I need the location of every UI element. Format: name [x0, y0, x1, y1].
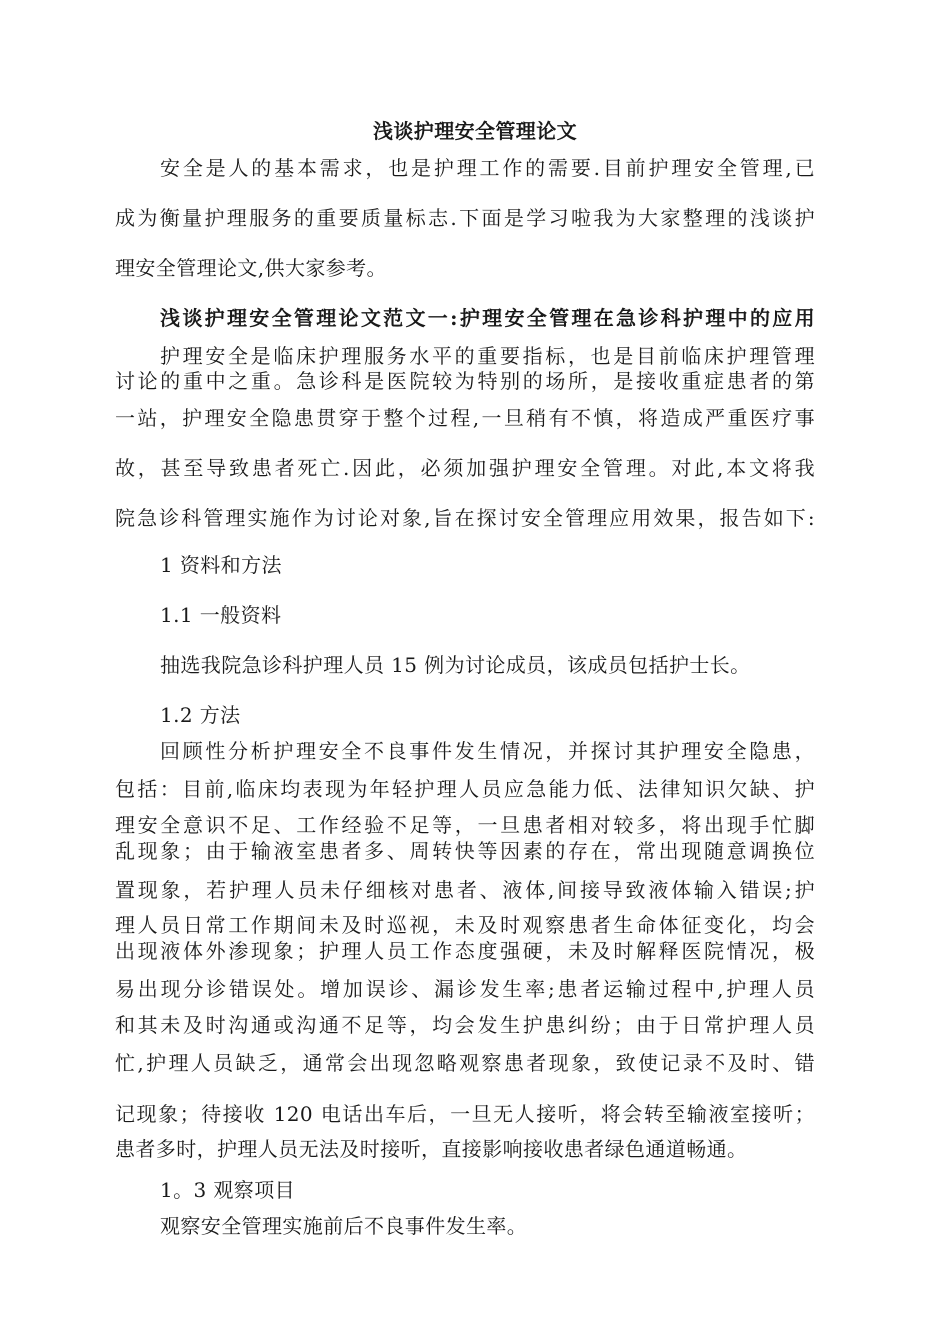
heading-1-1: 1.1 一般资料 [160, 603, 282, 627]
body-line: 讨论的重中之重。急诊科是医院较为特别的场所，是接收重症患者的第 [115, 369, 815, 393]
body-line: 乱现象；由于输液室患者多、周转快等因素的存在，常出现随意调换位 [115, 839, 815, 863]
body-line: 包括：目前,临床均表现为年轻护理人员应急能力低、法律知识欠缺、护 [115, 777, 815, 801]
heading-1-2: 1.2 方法 [160, 703, 241, 727]
document-title: 浅谈护理安全管理论文 [373, 119, 577, 143]
body-line: 忙,护理人员缺乏，通常会出现忽略观察患者现象，致使记录不及时、错 [115, 1051, 815, 1075]
body-line: 院急诊科管理实施作为讨论对象,旨在探讨安全管理应用效果，报告如下: [115, 506, 815, 530]
intro-line: 成为衡量护理服务的重要质量标志.下面是学习啦我为大家整理的浅谈护 [115, 206, 815, 230]
body-line: 护理安全是临床护理服务水平的重要指标，也是目前临床护理管理 [160, 344, 815, 368]
heading-1-3: 1。3 观察项目 [160, 1178, 296, 1202]
intro-line: 理安全管理论文,供大家参考。 [115, 256, 387, 280]
body-line: 记现象；待接收 120 电话出车后，一旦无人接听，将会转至输液室接听； [115, 1102, 815, 1126]
body-line: 置现象，若护理人员未仔细核对患者、液体,间接导致液体输入错误;护 [115, 878, 815, 902]
body-line: 抽选我院急诊科护理人员 15 例为讨论成员，该成员包括护士长。 [160, 653, 751, 677]
body-line: 理安全意识不足、工作经验不足等，一旦患者相对较多，将出现手忙脚 [115, 813, 815, 837]
body-line: 易出现分诊错误处。增加误诊、漏诊发生率;患者运输过程中,护理人员 [115, 977, 815, 1001]
body-line: 故，甚至导致患者死亡.因此，必须加强护理安全管理。对此,本文将我 [115, 456, 815, 480]
body-line: 出现液体外渗现象；护理人员工作态度强硬，未及时解释医院情况，极 [115, 939, 815, 963]
body-line: 理人员日常工作期间未及时巡视，未及时观察患者生命体征变化，均会 [115, 913, 815, 937]
body-line: 患者多时，护理人员无法及时接听，直接影响接收患者绿色通道畅通。 [115, 1137, 748, 1161]
body-line: 回顾性分析护理安全不良事件发生情况，并探讨其护理安全隐患， [160, 739, 815, 763]
section-heading: 浅谈护理安全管理论文范文一:护理安全管理在急诊科护理中的应用 [160, 306, 815, 330]
intro-line: 安全是人的基本需求，也是护理工作的需要.目前护理安全管理,已 [160, 156, 815, 180]
body-line: 和其未及时沟通或沟通不足等，均会发生护患纠纷；由于日常护理人员 [115, 1013, 815, 1037]
heading-1: 1 资料和方法 [160, 553, 282, 577]
body-line: 一站，护理安全隐患贯穿于整个过程,一旦稍有不慎，将造成严重医疗事 [115, 406, 815, 430]
body-line: 观察安全管理实施前后不良事件发生率。 [160, 1214, 528, 1238]
